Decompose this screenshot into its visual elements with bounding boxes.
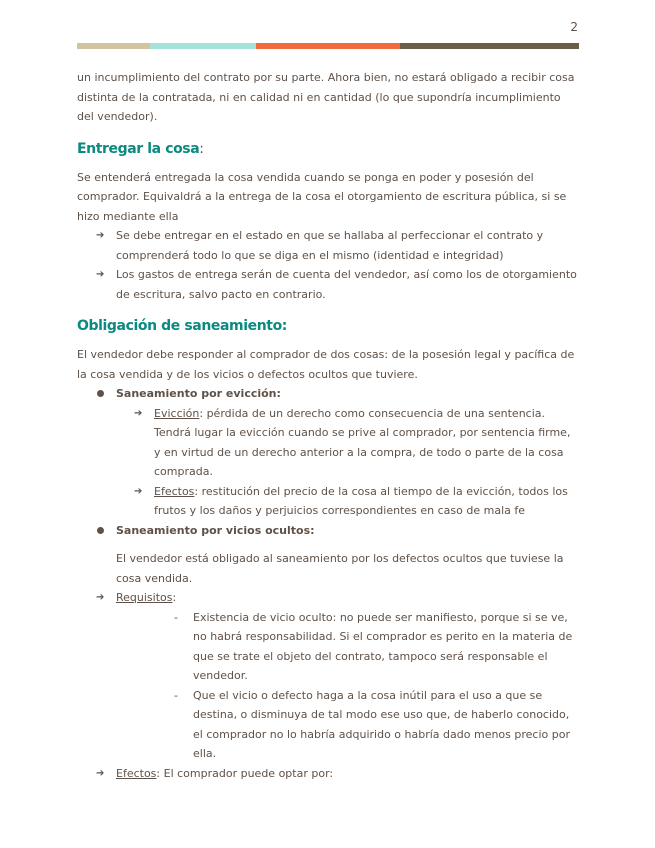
section-heading-entregar-text: Entregar la cosa — [77, 140, 200, 157]
color-bar-segment-4 — [400, 43, 579, 49]
section-heading-entregar-colon: : — [199, 140, 204, 157]
list-item — [77, 404, 579, 482]
term-efectos: Efectos — [154, 484, 195, 498]
list-item-text: : pérdida de un derecho como consecuencia de una sentencia. Tendrá lugar la evicción cuando se prive al comprador, por sentencia firme, y en virtud de un derecho anterior a la compra, de todo o parte de la cosa comprada. — [154, 406, 571, 478]
eviccion-title: Saneamiento por evicción: — [116, 387, 281, 400]
saneamiento-list — [77, 384, 579, 404]
requisitos-suffix: : — [172, 591, 177, 604]
vicios-title: Saneamiento por vicios ocultos: — [116, 523, 315, 537]
vicios-list — [77, 521, 579, 541]
color-bar-segment-2 — [150, 43, 256, 49]
arrow-bullet-icon: ➔ — [134, 407, 143, 419]
list-item — [77, 226, 579, 265]
arrow-bullet-icon: ➔ — [96, 767, 105, 779]
list-item-text: Que el vicio o defecto haga a la cosa inútil para el uso a que se destina, o disminuya de tal modo ese uso que, de haberlo conocido, el comprador no lo habría adquirido o habría dado menos precio por ella. — [193, 688, 570, 760]
section-heading-entregar — [77, 139, 579, 159]
efectos-list — [77, 764, 579, 784]
dash-bullet-icon: - — [174, 610, 178, 624]
requisitos-sublist — [77, 608, 579, 764]
list-item-text: : El comprador puede optar por: — [156, 766, 334, 780]
color-bar-segment-1 — [77, 43, 150, 49]
section-heading-saneamiento: Obligación de saneamiento: — [77, 318, 287, 334]
list-item-text: : restitución del precio de la cosa al tiempo de la evicción, todos los frutos y los daños y perjuicios correspondientes en caso de mala fe — [154, 484, 568, 517]
entregar-paragraph: Se entenderá entregada la cosa vendida cuando se ponga en poder y posesión del comprador. Equivaldrá a la entrega de la cosa el otorgamiento de escritura pública, si se hizo mediante ella — [77, 170, 567, 223]
list-item — [77, 521, 579, 541]
list-item-text: Existencia de vicio oculto: no puede ser manifiesto, porque si se ve, no habrá responsabilidad. Si el comprador es perito en la materia de que se trate el objeto del contrato, tampoco será responsable el vendedor. — [193, 610, 573, 682]
list-item — [77, 482, 579, 521]
requisitos-list — [77, 588, 579, 608]
saneamiento-paragraph: El vendedor debe responder al comprador de dos cosas: de la posesión legal y pacífica de la cosa vendida y de los vicios o defectos ocultos que tuviere. — [77, 348, 575, 381]
list-item — [77, 608, 579, 686]
vicios-paragraph: El vendedor está obligado al saneamiento por los defectos ocultos que tuviese la cosa vendida. — [116, 552, 564, 585]
bullet-dot-icon — [97, 527, 104, 534]
page-number: 2 — [570, 20, 578, 34]
list-item-text: Los gastos de entrega serán de cuenta del vendedor, así como los de otorgamiento de escritura, salvo pacto en contrario. — [116, 268, 577, 301]
arrow-bullet-icon: ➔ — [96, 592, 105, 603]
header-color-bar — [77, 43, 579, 49]
dash-bullet-icon: - — [174, 688, 178, 702]
arrow-bullet-icon: ➔ — [96, 269, 105, 280]
list-item — [77, 764, 579, 784]
list-item-text: Se debe entregar en el estado en que se hallaba al perfeccionar el contrato y comprenderá todo lo que se diga en el mismo (identidad e integridad) — [116, 229, 544, 262]
arrow-bullet-icon: ➔ — [134, 485, 143, 497]
term-requisitos: Requisitos — [116, 591, 173, 604]
intro-paragraph: un incumplimiento del contrato por su parte. Ahora bien, no estará obligado a recibir cosa distinta de la contratada, ni en calidad ni en cantidad (lo que supondría incumplimiento del vendedor). — [77, 71, 575, 123]
list-item — [77, 686, 579, 764]
term-eviccion: Evicción — [154, 406, 200, 420]
arrow-bullet-icon: ➔ — [96, 230, 105, 241]
list-item — [77, 588, 579, 608]
color-bar-segment-3 — [256, 43, 400, 49]
bullet-dot-icon — [97, 390, 104, 397]
list-item — [77, 265, 579, 304]
entregar-list — [77, 226, 579, 304]
document-body — [77, 68, 579, 783]
list-item — [77, 384, 579, 404]
term-efectos-comprador: Efectos — [116, 766, 157, 780]
eviccion-sublist — [77, 404, 579, 521]
